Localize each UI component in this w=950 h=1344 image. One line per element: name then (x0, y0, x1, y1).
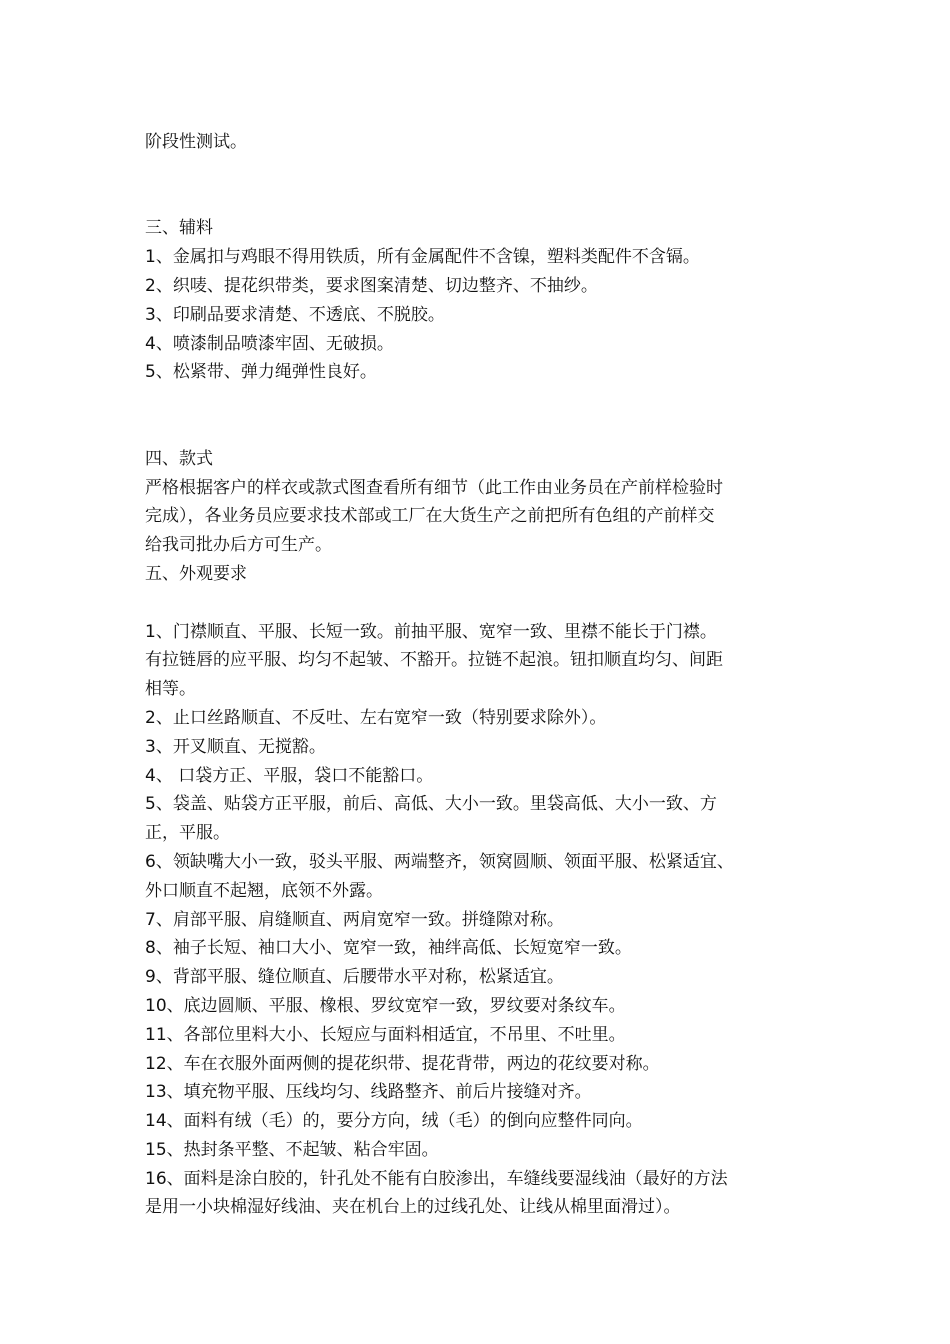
section-auxiliary-materials (145, 214, 815, 387)
spacer (145, 157, 815, 215)
list-item-line: 13、填充物平服、压线均匀、线路整齐、前后片接缝对齐。 (145, 1082, 592, 1103)
list-item-line: 14、面料有绒（毛）的，要分方向，绒（毛）的倒向应整件同向。 (145, 1111, 643, 1132)
section-appearance-requirements (145, 560, 815, 1222)
section-title-auxiliary: 三、辅料 (145, 218, 213, 239)
list-item-line: 16、面料是涂白胶的，针孔处不能有白胶渗出，车缝线要湿线油（最好的方法 (145, 1168, 728, 1189)
list-item-line: 15、热封条平整、不起皱、粘合牢固。 (145, 1139, 439, 1160)
list-item-line: 4、 口袋方正、平服，袋口不能豁口。 (145, 765, 434, 786)
list-item-line: 5、袋盖、贴袋方正平服，前后、高低、大小一致。里袋高低、大小一致、方 (145, 794, 717, 815)
list-item-line: 2、止口丝路顺直、不反吐、左右宽窄一致（特别要求除外）。 (145, 707, 607, 728)
list-item-line: 是用一小块棉湿好线油、夹在机台上的过线孔处、让线从棉里面滑过）。 (145, 1197, 681, 1218)
list-item-line: 正，平服。 (145, 823, 230, 844)
list-item: 1、金属扣与鸡眼不得用铁质，所有金属配件不含镍，塑料类配件不含镉。 (145, 247, 700, 268)
paragraph-line: 严格根据客户的样衣或款式图查看所有细节（此工作由业务员在产前样检验时 (145, 477, 723, 498)
section-title-style: 四、款式 (145, 448, 213, 469)
list-item-line: 6、领缺嘴大小一致，驳头平服、两端整齐，领窝圆顺、领面平服、松紧适宜、 (145, 851, 734, 872)
list-item: 3、印刷品要求清楚、不透底、不脱胶。 (145, 304, 445, 325)
list-item-line: 10、底边圆顺、平服、橡根、罗纹宽窄一致，罗纹要对条纹车。 (145, 995, 626, 1016)
list-item: 5、松紧带、弹力绳弹性良好。 (145, 362, 377, 383)
list-item-line: 12、车在衣服外面两侧的提花织带、提花背带，两边的花纹要对称。 (145, 1053, 660, 1074)
paragraph-line: 完成），各业务员应要求技术部或工厂在大货生产之前把所有色组的产前样交 (145, 506, 715, 527)
paragraph-line: 给我司批办后方可生产。 (145, 535, 332, 556)
list-item-line: 1、门襟顺直、平服、长短一致。前抽平服、宽窄一致、里襟不能长于门襟。 (145, 621, 717, 642)
list-item-line: 9、背部平服、缝位顺直、后腰带水平对称，松紧适宜。 (145, 967, 564, 988)
list-item-line: 11、各部位里料大小、长短应与面料相适宜，不吊里、不吐里。 (145, 1024, 626, 1045)
spacer (145, 589, 815, 618)
section-style (145, 445, 815, 560)
list-item: 2、织唛、提花织带类，要求图案清楚、切边整齐、不抽纱。 (145, 275, 598, 296)
intro-continuation: 阶段性测试。 (145, 132, 247, 152)
document-page (145, 128, 815, 1222)
list-item-line: 3、开叉顺直、无搅豁。 (145, 736, 326, 757)
list-item-line: 相等。 (145, 679, 196, 700)
section-title-appearance: 五、外观要求 (145, 563, 247, 584)
list-item-line: 8、袖子长短、袖口大小、宽窄一致，袖绊高低、长短宽窄一致。 (145, 938, 632, 959)
list-item-line: 7、肩部平服、肩缝顺直、两肩宽窄一致。拼缝隙对称。 (145, 909, 564, 930)
list-item: 4、喷漆制品喷漆牢固、无破损。 (145, 333, 394, 354)
list-item-line: 外口顺直不起翘，底领不外露。 (145, 880, 383, 901)
list-item-line: 有拉链唇的应平服、均匀不起皱、不豁开。拉链不起浪。钮扣顺直均匀、间距 (145, 650, 723, 671)
spacer (145, 387, 815, 445)
